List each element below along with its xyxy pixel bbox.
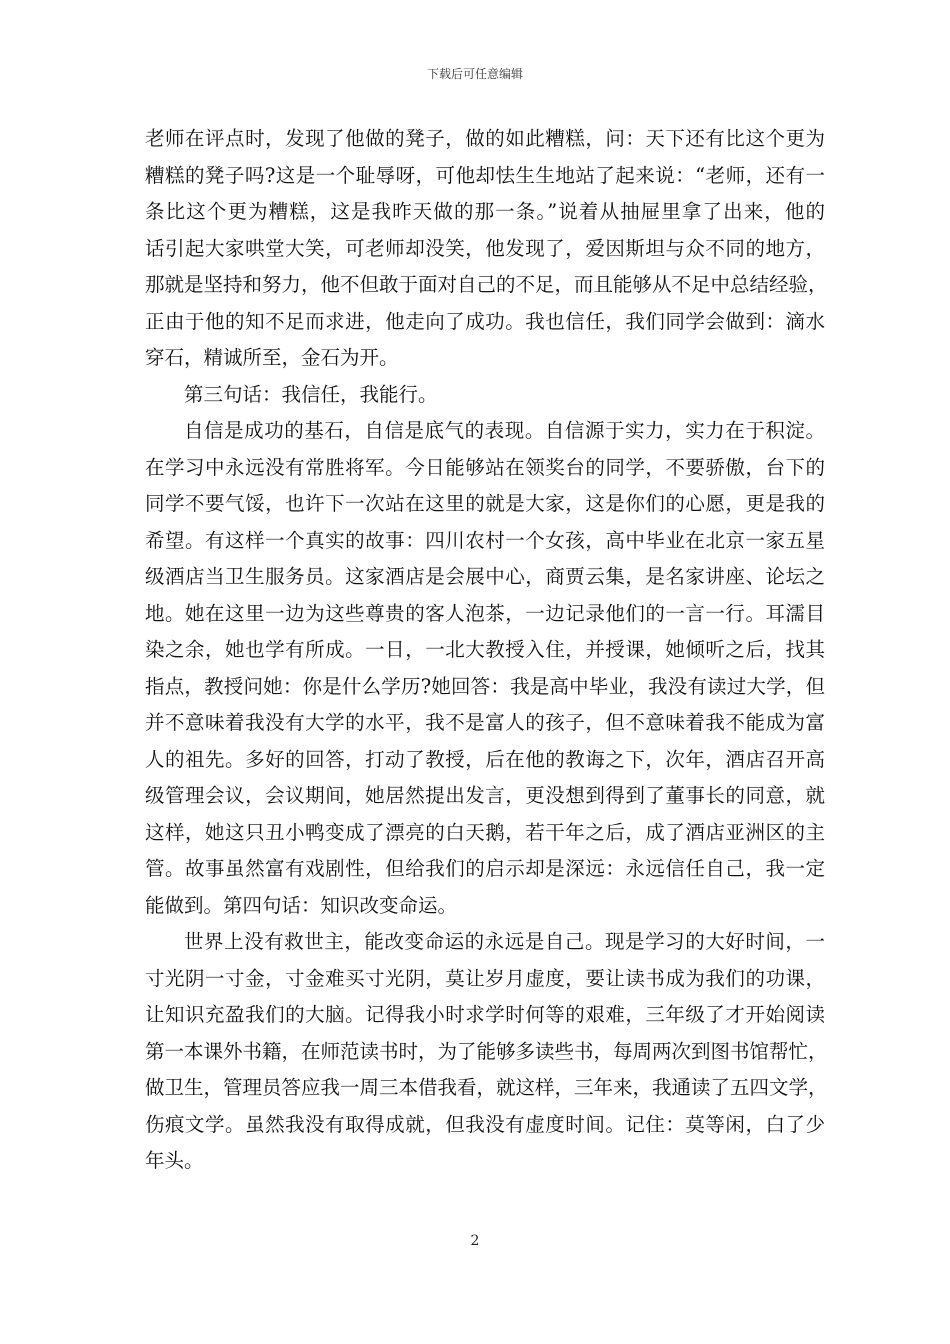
page-header: 下载后可任意编辑	[426, 67, 523, 81]
document-body	[145, 121, 828, 1180]
text-line: 人的祖先。多好的回答，打动了教授，后在他的教诲之下，次年，酒店召开高	[145, 747, 825, 771]
text-line: 希望。有这样一个真实的故事：四川农村一个女孩，高中毕业在北京一家五星	[145, 528, 825, 552]
text-line: 条比这个更为糟糕，这是我昨天做的那一条。”说着从抽屉里拿了出来，他的	[145, 200, 825, 223]
text-line: 级管理会议，会议期间，她居然提出发言，更没想到得到了董事长的同意，就	[145, 784, 825, 807]
text-line: 这样，她这只丑小鸭变成了漂亮的白天鹅，若干年之后，成了酒店亚洲区的主	[145, 820, 825, 844]
text-line: 年头。	[145, 1149, 204, 1172]
text-line: 糟糕的凳子吗?这是一个耻辱呀，可他却怯生生地站了起来说：“老师，还有一	[145, 163, 825, 187]
text-line: 世界上没有救世主，能改变命运的永远是自己。现是学习的大好时间，一	[184, 930, 825, 953]
text-line: 正由于他的知不足而求进，他走向了成功。我也信任，我们同学会做到：滴水	[145, 309, 825, 333]
text-line: 能做到。第四句话：知识改变命运。	[145, 893, 458, 917]
text-line: 伤痕文学。虽然我没有取得成就，但我没有虚度时间。记住：莫等闲，白了少	[145, 1112, 825, 1136]
text-line: 同学不要气馁，也许下一次站在这里的就是大家，这是你们的心愿，更是我的	[145, 492, 825, 515]
text-line: 级酒店当卫生服务员。这家酒店是会展中心，商贾云集，是名家讲座、论坛之	[145, 565, 825, 588]
text-line: 染之余，她也学有所成。一日，一北大教授入住，并授课，她倾听之后，找其	[145, 638, 825, 661]
text-line: 那就是坚持和努力，他不但敢于面对自己的不足，而且能够从不足中总结经验，	[145, 273, 828, 296]
text-line: 寸光阴一寸金，寸金难买寸光阴，莫让岁月虚度，要让读书成为我们的功课，	[145, 966, 825, 990]
text-line: 地。她在这里一边为这些尊贵的客人泡茶，一边记录他们的一言一行。耳濡目	[145, 601, 825, 625]
text-line: 自信是成功的基石，自信是底气的表现。自信源于实力，实力在于积淀。	[184, 419, 825, 442]
section-heading: 第三句话：我信任，我能行。	[184, 382, 438, 406]
text-line: 做卫生，管理员答应我一周三本借我看，就这样，三年来，我通读了五四文学，	[145, 1076, 828, 1099]
text-line: 第一本课外书籍，在师范读书时，为了能够多读些书，每周两次到图书馆帮忙，	[145, 1039, 828, 1063]
page-number: 2	[470, 1233, 480, 1249]
text-line: 在学习中永远没有常胜将军。今日能够站在领奖台的同学，不要骄傲，台下的	[145, 455, 825, 479]
text-line: 并不意味着我没有大学的水平，我不是富人的孩子，但不意味着我不能成为富	[145, 711, 825, 734]
text-line: 穿石，精诚所至，金石为开。	[145, 346, 399, 369]
text-line: 管。故事虽然富有戏剧性，但给我们的启示却是深远：永远信任自己，我一定	[145, 857, 825, 880]
text-line: 让知识充盈我们的大脑。记得我小时求学时何等的艰难，三年级了才开始阅读	[145, 1003, 825, 1026]
text-line: 老师在评点时，发现了他做的凳子，做的如此糟糕，问：天下还有比这个更为	[145, 127, 825, 150]
text-line: 话引起大家哄堂大笑，可老师却没笑，他发现了，爱因斯坦与众不同的地方，	[145, 236, 825, 260]
text-line: 指点，教授问她：你是什么学历?她回答：我是高中毕业，我没有读过大学，但	[145, 674, 825, 698]
